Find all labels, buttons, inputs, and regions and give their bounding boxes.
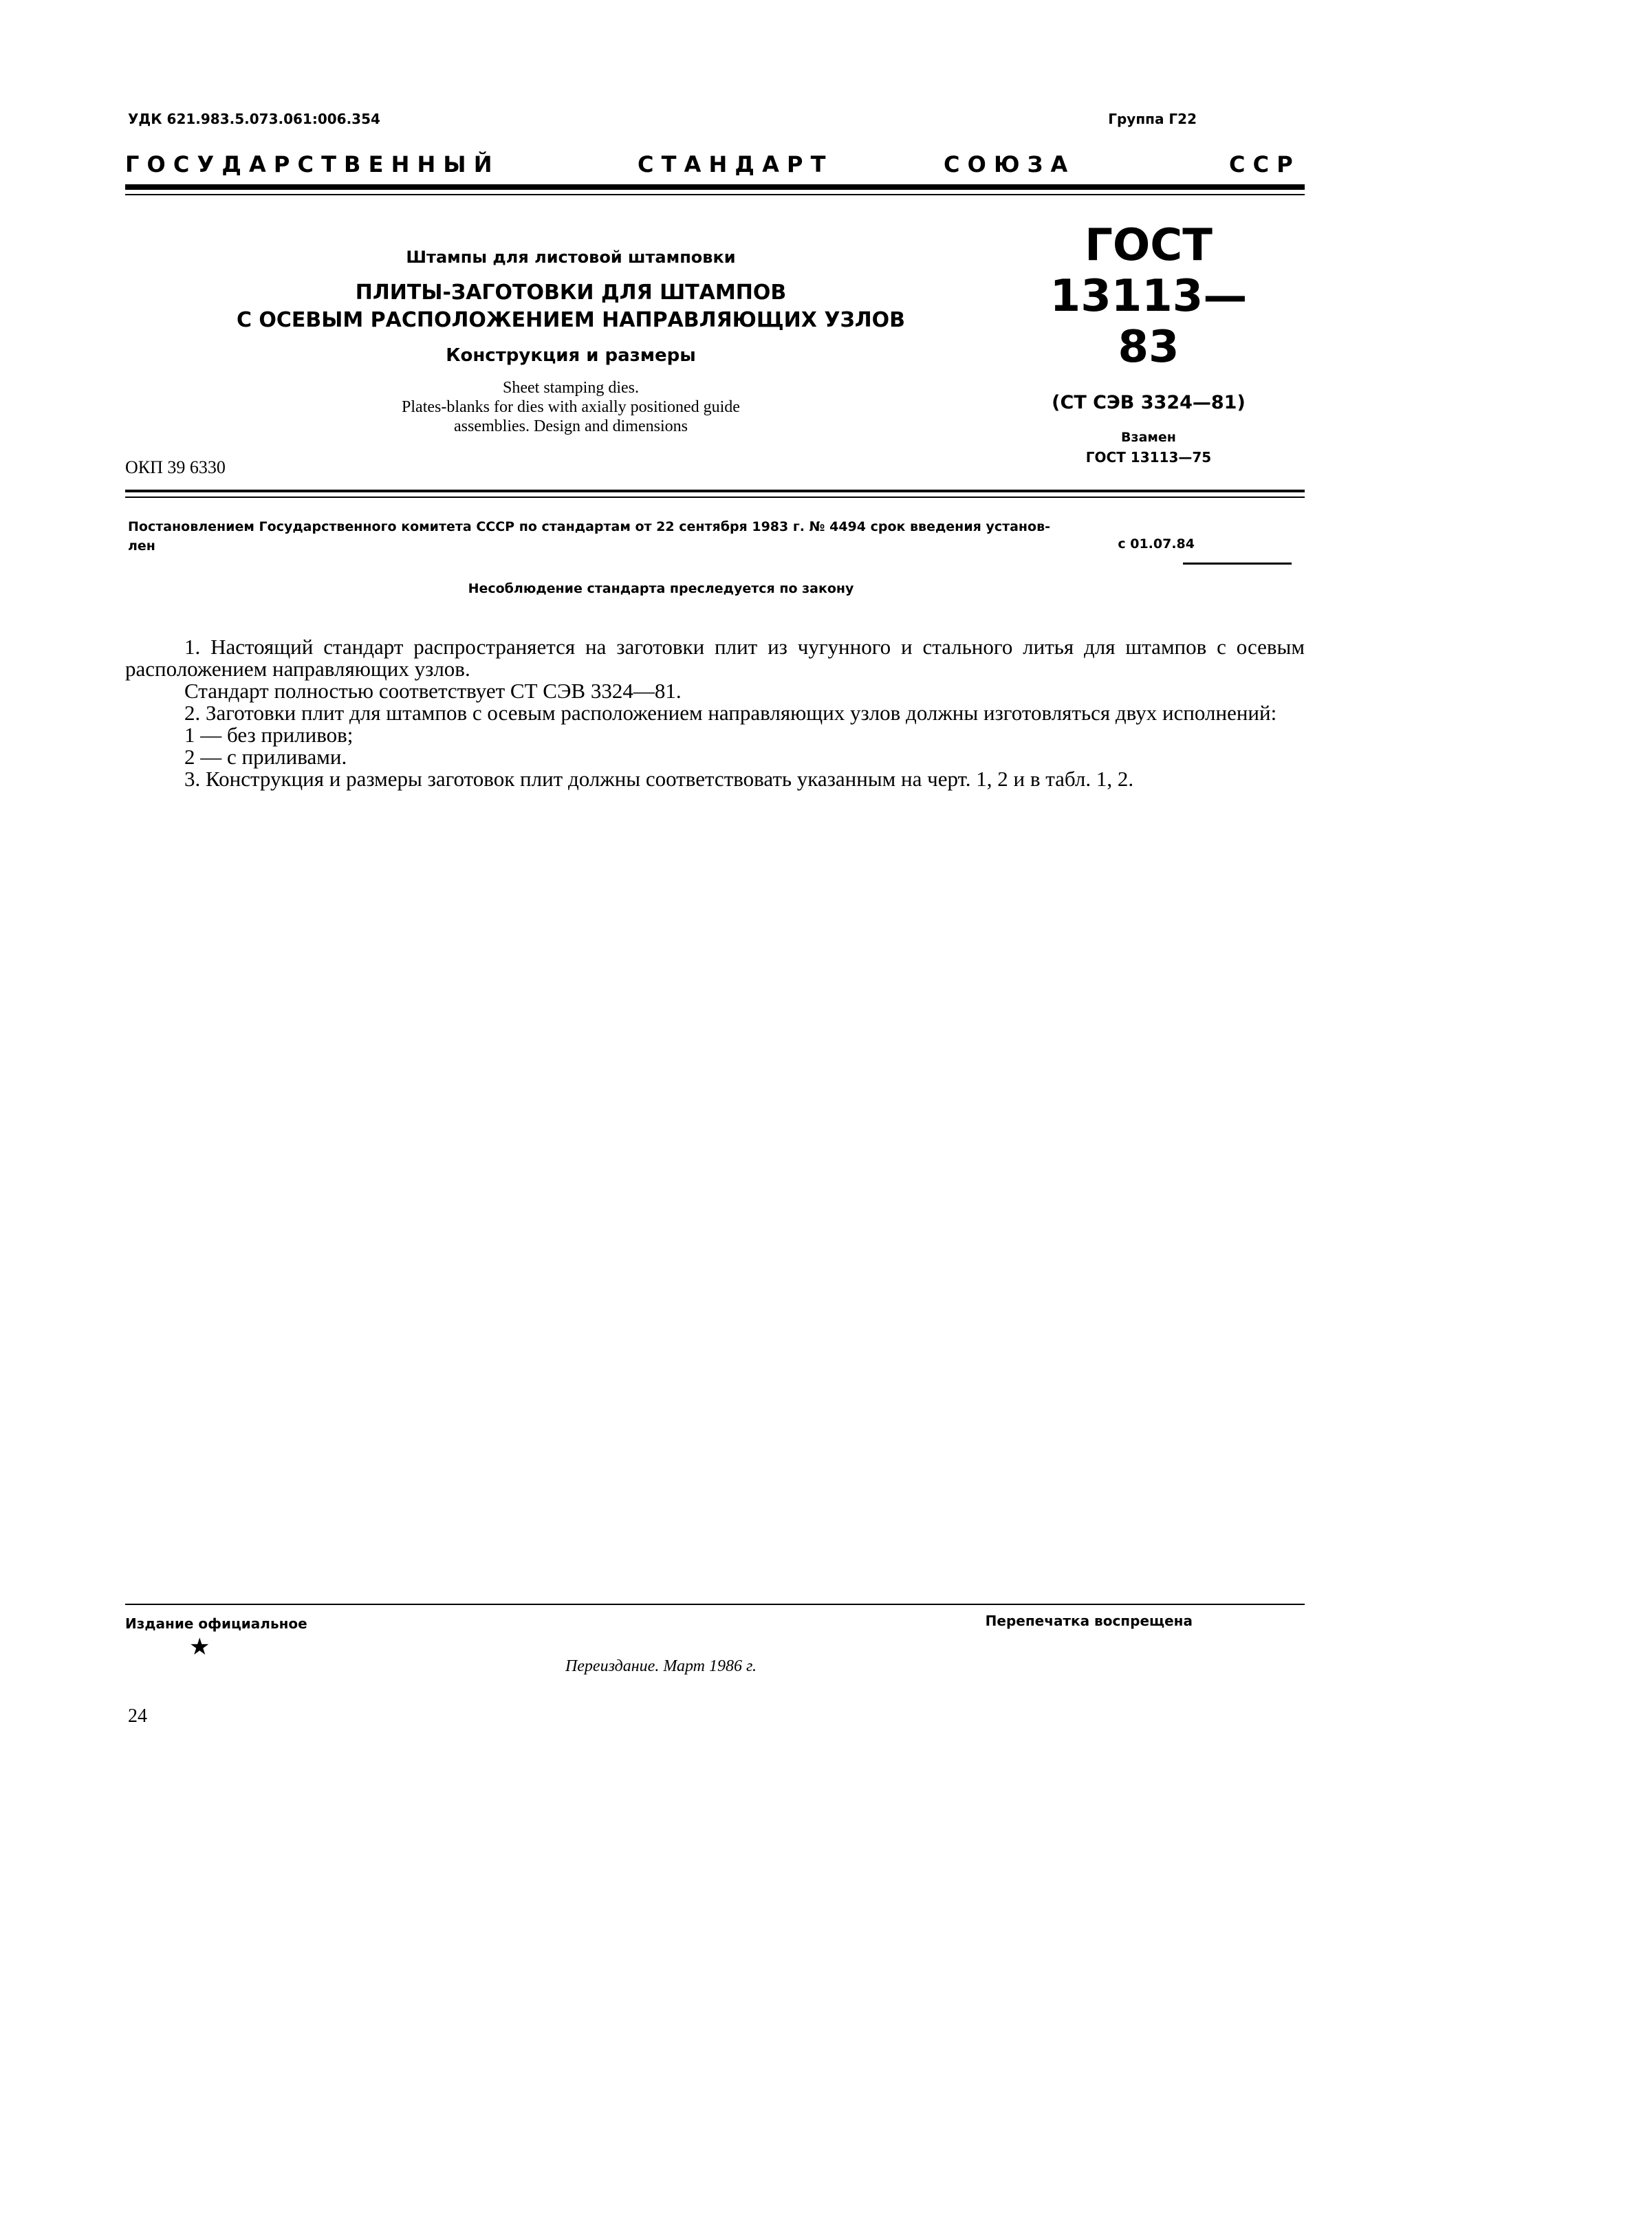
group-code: Группа Г22 [1108, 111, 1197, 127]
banner-word-union: С О Ю З А [944, 151, 1068, 177]
decree-date-underline [1183, 563, 1292, 565]
gost-label: ГОСТ [1085, 220, 1213, 271]
reprint-prohibited: Перепечатка воспрещена [985, 1613, 1193, 1629]
body-text [125, 636, 1305, 790]
gost-block [1045, 220, 1252, 466]
title-category: Штампы для листовой штамповки [406, 248, 736, 267]
law-notice: Несоблюдение стандарта преследуется по закону [468, 581, 854, 596]
section-rule-2 [125, 497, 1305, 498]
official-edition: Издание официальное [125, 1615, 307, 1632]
banner-word-state: Г О С У Д А Р С Т В Е Н Н Ы Й [125, 151, 492, 177]
paragraph-3: 2. Заготовки плит для штампов с осевым расположением направляющих узлов должны изготовляться двух исполнений: [184, 701, 1277, 725]
paragraph-4: 1 — без приливов; [184, 723, 354, 747]
title-english-1: Sheet stamping dies. [503, 379, 639, 397]
title-subtitle: Конструкция и размеры [446, 345, 696, 366]
gost-number: 13113—83 [1050, 271, 1248, 373]
title-english-3: assemblies. Design and dimensions [454, 417, 688, 435]
decree-line-1: Постановлением Государственного комитета СССР по стандартам от 22 сентября 1983 г. № 4494 срок введения установ- [128, 519, 1051, 534]
title-main-1: ПЛИТЫ-ЗАГОТОВКИ ДЛЯ ШТАМПОВ [355, 281, 787, 305]
title-main-2: С ОСЕВЫМ РАСПОЛОЖЕНИЕМ НАПРАВЛЯЮЩИХ УЗЛОВ [236, 308, 906, 332]
okp-code: ОКП 39 6330 [125, 457, 226, 477]
decree-text [128, 517, 1290, 556]
gost-replaces-label: Взамен [1121, 430, 1176, 445]
header-rule-thin [125, 194, 1305, 195]
footer-rule [125, 1604, 1305, 1605]
page-number: 24 [128, 1705, 147, 1727]
udk-code: УДК 621.983.5.073.061:006.354 [128, 111, 380, 127]
decree-line-2: лен [128, 538, 155, 554]
paragraph-6: 3. Конструкция и размеры заготовок плит должны соответствовать указанным на черт. 1, 2 и в табл. 1, 2. [184, 767, 1134, 791]
gost-replaces: ГОСТ 13113—75 [1085, 449, 1212, 466]
section-rule-1 [125, 490, 1305, 492]
paragraph-1: 1. Настоящий стандарт распространяется на заготовки плит из чугунного и стального литья для штампов с осевым расположением направляющих узлов. [125, 635, 1305, 681]
banner-word-ssr: С С Р [1229, 151, 1293, 177]
header-rule-thick [125, 184, 1305, 190]
decree-date: с 01.07.84 [1118, 536, 1195, 552]
paragraph-5: 2 — с приливами. [184, 745, 347, 769]
star-icon: ★ [189, 1633, 210, 1661]
title-block [227, 248, 915, 436]
gost-sev: (СТ СЭВ 3324—81) [1052, 392, 1246, 413]
banner-word-standard: С Т А Н Д А Р Т [638, 151, 826, 177]
paragraph-2: Стандарт полностью соответствует СТ СЭВ 3324—81. [184, 679, 682, 703]
title-english-2: Plates-blanks for dies with axially positioned guide [402, 398, 740, 416]
reissue-note: Переиздание. Март 1986 г. [565, 1657, 757, 1675]
